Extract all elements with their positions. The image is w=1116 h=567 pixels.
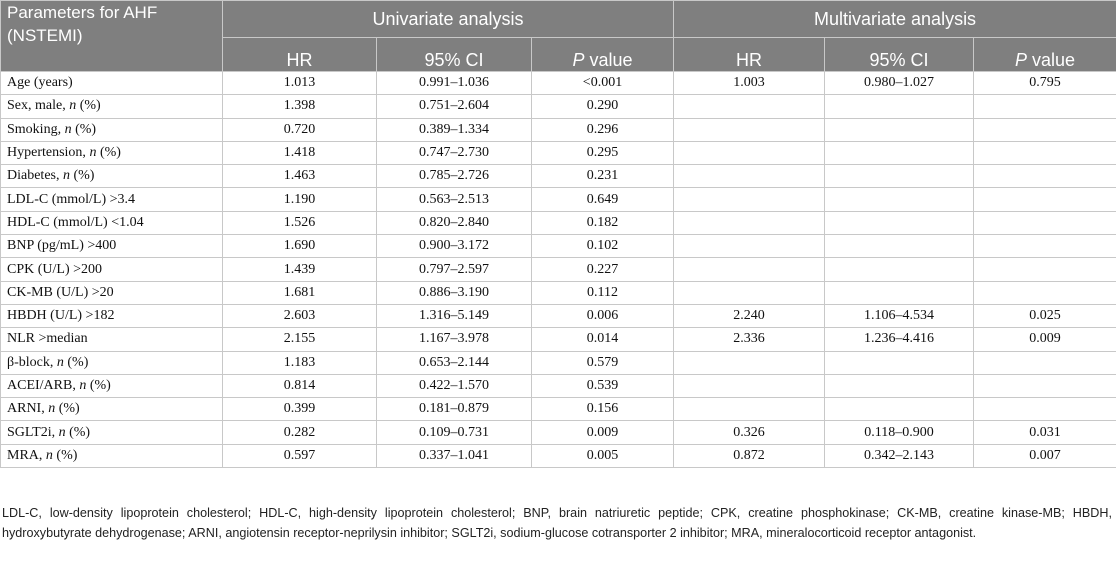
header-uni-hr: HR (223, 38, 377, 72)
cell-uni-hr: 1.439 (223, 258, 377, 281)
cell-uni-hr: 2.603 (223, 304, 377, 327)
header-parameters: Parameters for AHF (NSTEMI) (1, 1, 223, 72)
cell-multi-hr (674, 188, 825, 211)
cell-multi-hr: 0.872 (674, 444, 825, 467)
cell-uni-p: 0.006 (532, 304, 674, 327)
param-n-italic: n (64, 121, 72, 137)
cell-uni-hr: 1.013 (223, 72, 377, 95)
cell-uni-ci: 0.886–3.190 (377, 281, 532, 304)
cell-uni-hr: 0.597 (223, 444, 377, 467)
row-parameter (1, 328, 223, 351)
cell-multi-ci: 1.236–4.416 (825, 328, 974, 351)
cell-uni-p: 0.290 (532, 95, 674, 118)
cell-uni-hr: 0.720 (223, 118, 377, 141)
param-unit: (%) (86, 378, 111, 393)
param-n-italic: n (62, 168, 70, 184)
cell-uni-hr: 0.399 (223, 398, 377, 421)
cell-uni-p: 0.009 (532, 421, 674, 444)
header-multi-hr: HR (674, 38, 825, 72)
param-unit: (%) (55, 401, 80, 417)
cell-uni-ci: 0.563–2.513 (377, 188, 532, 211)
p-italic: P (572, 50, 585, 70)
table-row (1, 328, 1116, 351)
cell-multi-ci (825, 235, 974, 258)
param-unit: (%) (76, 98, 101, 114)
param-name: HDL-C (mmol/L) <1.04 (7, 214, 144, 230)
cell-multi-ci: 0.980–1.027 (825, 72, 974, 95)
cell-uni-hr: 0.814 (223, 374, 377, 397)
cell-multi-p (974, 141, 1116, 164)
param-name: Smoking, (7, 121, 65, 137)
param-name: ARNI, (7, 401, 49, 417)
row-parameter (1, 188, 223, 211)
table-row (1, 118, 1116, 141)
param-n-italic: n (58, 424, 66, 440)
cell-uni-ci: 0.900–3.172 (377, 235, 532, 258)
cell-multi-p: 0.795 (974, 72, 1116, 95)
cell-multi-ci (825, 165, 974, 188)
cell-multi-hr (674, 165, 825, 188)
table-row (1, 165, 1116, 188)
row-parameter (1, 281, 223, 304)
cell-uni-ci: 0.109–0.731 (377, 421, 532, 444)
cell-uni-hr: 1.690 (223, 235, 377, 258)
cell-multi-hr (674, 374, 825, 397)
param-name: β-block, (7, 354, 57, 370)
cell-multi-hr: 1.003 (674, 72, 825, 95)
param-name: SGLT2i, (7, 424, 59, 440)
param-name: ACEI/ARB, (7, 378, 80, 393)
header-uni-ci: 95% CI (377, 38, 532, 72)
table-row (1, 258, 1116, 281)
param-n-italic: n (69, 98, 77, 114)
cell-uni-ci: 0.422–1.570 (377, 374, 532, 397)
cell-uni-p: 0.295 (532, 141, 674, 164)
cell-uni-p: <0.001 (532, 72, 674, 95)
table-row (1, 444, 1116, 467)
param-name: LDL-C (mmol/L) >3.4 (7, 191, 136, 207)
param-n-italic: n (89, 145, 97, 161)
cell-uni-p: 0.182 (532, 211, 674, 234)
param-n-italic: n (48, 401, 56, 417)
param-unit: (%) (63, 354, 89, 370)
cell-multi-ci: 1.106–4.534 (825, 304, 974, 327)
cell-multi-p: 0.025 (974, 304, 1116, 327)
row-parameter (1, 72, 223, 95)
cell-uni-ci: 0.785–2.726 (377, 165, 532, 188)
cell-uni-hr: 1.681 (223, 281, 377, 304)
cell-multi-ci (825, 211, 974, 234)
cell-multi-ci: 0.342–2.143 (825, 444, 974, 467)
row-parameter (1, 374, 223, 397)
table-row (1, 398, 1116, 421)
header-uni-p (532, 38, 674, 72)
cell-uni-p: 0.005 (532, 444, 674, 467)
cell-uni-hr: 1.463 (223, 165, 377, 188)
param-unit: (%) (65, 424, 91, 440)
cell-multi-p: 0.031 (974, 421, 1116, 444)
cell-multi-p (974, 281, 1116, 304)
cell-uni-hr: 1.526 (223, 211, 377, 234)
p-rest: value (584, 50, 633, 70)
cell-multi-hr: 0.326 (674, 421, 825, 444)
cell-uni-ci: 1.167–3.978 (377, 328, 532, 351)
cell-uni-ci: 0.389–1.334 (377, 118, 532, 141)
cell-multi-ci (825, 258, 974, 281)
row-parameter (1, 95, 223, 118)
cell-uni-ci: 0.797–2.597 (377, 258, 532, 281)
table-row (1, 374, 1116, 397)
row-parameter (1, 421, 223, 444)
cell-multi-ci (825, 141, 974, 164)
param-name: CPK (U/L) >200 (7, 261, 103, 277)
cell-uni-p: 0.649 (532, 188, 674, 211)
cell-uni-ci: 1.316–5.149 (377, 304, 532, 327)
row-parameter (1, 211, 223, 234)
cell-uni-ci: 0.181–0.879 (377, 398, 532, 421)
cell-multi-hr (674, 281, 825, 304)
param-name: Sex, male, (7, 98, 70, 114)
cell-multi-hr (674, 141, 825, 164)
param-unit: (%) (69, 168, 95, 184)
row-parameter (1, 444, 223, 467)
cell-uni-p: 0.227 (532, 258, 674, 281)
p-italic: P (1015, 50, 1028, 70)
header-multi-p (974, 38, 1116, 72)
cell-uni-ci: 0.820–2.840 (377, 211, 532, 234)
cell-multi-ci: 0.118–0.900 (825, 421, 974, 444)
table-row (1, 95, 1116, 118)
cell-uni-ci: 0.991–1.036 (377, 72, 532, 95)
param-name: HBDH (U/L) >182 (7, 308, 115, 324)
cell-multi-ci (825, 398, 974, 421)
cell-multi-p: 0.009 (974, 328, 1116, 351)
cell-multi-hr (674, 258, 825, 281)
cell-uni-hr: 1.418 (223, 141, 377, 164)
cell-uni-p: 0.296 (532, 118, 674, 141)
cell-multi-p (974, 258, 1116, 281)
cell-multi-p (974, 398, 1116, 421)
table-row (1, 421, 1116, 444)
cell-multi-ci (825, 281, 974, 304)
param-n-italic: n (79, 378, 87, 393)
cell-uni-p: 0.539 (532, 374, 674, 397)
cell-uni-ci: 0.337–1.041 (377, 444, 532, 467)
cell-multi-ci (825, 95, 974, 118)
cell-multi-hr (674, 95, 825, 118)
cell-multi-hr (674, 118, 825, 141)
cell-multi-p (974, 95, 1116, 118)
param-unit: (%) (52, 447, 78, 463)
header-univariate: Univariate analysis (223, 1, 674, 38)
table-body (1, 72, 1116, 468)
cell-uni-p: 0.579 (532, 351, 674, 374)
cell-multi-hr (674, 211, 825, 234)
cell-multi-ci (825, 188, 974, 211)
cell-uni-hr: 1.398 (223, 95, 377, 118)
cell-multi-hr (674, 235, 825, 258)
param-n-italic: n (45, 447, 53, 463)
cell-multi-hr: 2.336 (674, 328, 825, 351)
cell-uni-p: 0.014 (532, 328, 674, 351)
cell-multi-p (974, 188, 1116, 211)
cell-multi-hr: 2.240 (674, 304, 825, 327)
param-n-italic: n (56, 354, 64, 370)
cell-multi-ci (825, 374, 974, 397)
row-parameter (1, 118, 223, 141)
table-row (1, 351, 1116, 374)
row-parameter (1, 398, 223, 421)
row-parameter (1, 165, 223, 188)
cell-uni-p: 0.112 (532, 281, 674, 304)
table-row (1, 281, 1116, 304)
param-unit: (%) (71, 121, 97, 137)
table-row (1, 211, 1116, 234)
param-unit: (%) (96, 145, 121, 161)
cell-multi-ci (825, 118, 974, 141)
cell-uni-hr: 1.190 (223, 188, 377, 211)
p-rest: value (1027, 50, 1076, 70)
param-name: Age (years) (7, 75, 73, 91)
cell-multi-p: 0.007 (974, 444, 1116, 467)
cell-uni-p: 0.231 (532, 165, 674, 188)
cell-multi-ci (825, 351, 974, 374)
cell-uni-p: 0.102 (532, 235, 674, 258)
param-name: CK-MB (U/L) >20 (7, 284, 114, 300)
cell-multi-p (974, 211, 1116, 234)
cell-multi-p (974, 118, 1116, 141)
param-name: Diabetes, (7, 168, 63, 184)
cell-uni-hr: 2.155 (223, 328, 377, 351)
table-row (1, 304, 1116, 327)
cell-multi-p (974, 165, 1116, 188)
cell-multi-p (974, 235, 1116, 258)
cell-uni-p: 0.156 (532, 398, 674, 421)
table-row (1, 235, 1116, 258)
param-name: NLR >median (7, 331, 88, 347)
param-name: MRA, (7, 447, 46, 463)
cell-uni-ci: 0.653–2.144 (377, 351, 532, 374)
row-parameter (1, 304, 223, 327)
header-multi-ci: 95% CI (825, 38, 974, 72)
cell-uni-hr: 0.282 (223, 421, 377, 444)
cell-multi-p (974, 351, 1116, 374)
cell-uni-hr: 1.183 (223, 351, 377, 374)
header-multivariate: Multivariate analysis (674, 1, 1116, 38)
table-row (1, 141, 1116, 164)
table-footnote: LDL-C, low-density lipoprotein cholesterol; HDL-C, high-density lipoprotein cholesterol; BNP, brain natriuretic peptide; CPK, creatine phosphokinase; CK-MB, creatine kinase-MB; HBDH, hydroxybutyrate dehydrogenase; ARNI, angiotensin receptor-neprilysin inhibitor; SGLT2i, sodium-glucose cotransporter 2 inhibitor; MRA, mineralocorticoid receptor antagonist. (2, 506, 1112, 540)
row-parameter (1, 235, 223, 258)
cell-uni-ci: 0.751–2.604 (377, 95, 532, 118)
cell-uni-ci: 0.747–2.730 (377, 141, 532, 164)
table-row (1, 72, 1116, 95)
param-name: Hypertension, (7, 145, 90, 161)
cell-multi-p (974, 374, 1116, 397)
row-parameter (1, 351, 223, 374)
row-parameter (1, 141, 223, 164)
row-parameter (1, 258, 223, 281)
cell-multi-hr (674, 351, 825, 374)
param-name: BNP (pg/mL) >400 (7, 238, 117, 254)
table-row (1, 188, 1116, 211)
cell-multi-hr (674, 398, 825, 421)
